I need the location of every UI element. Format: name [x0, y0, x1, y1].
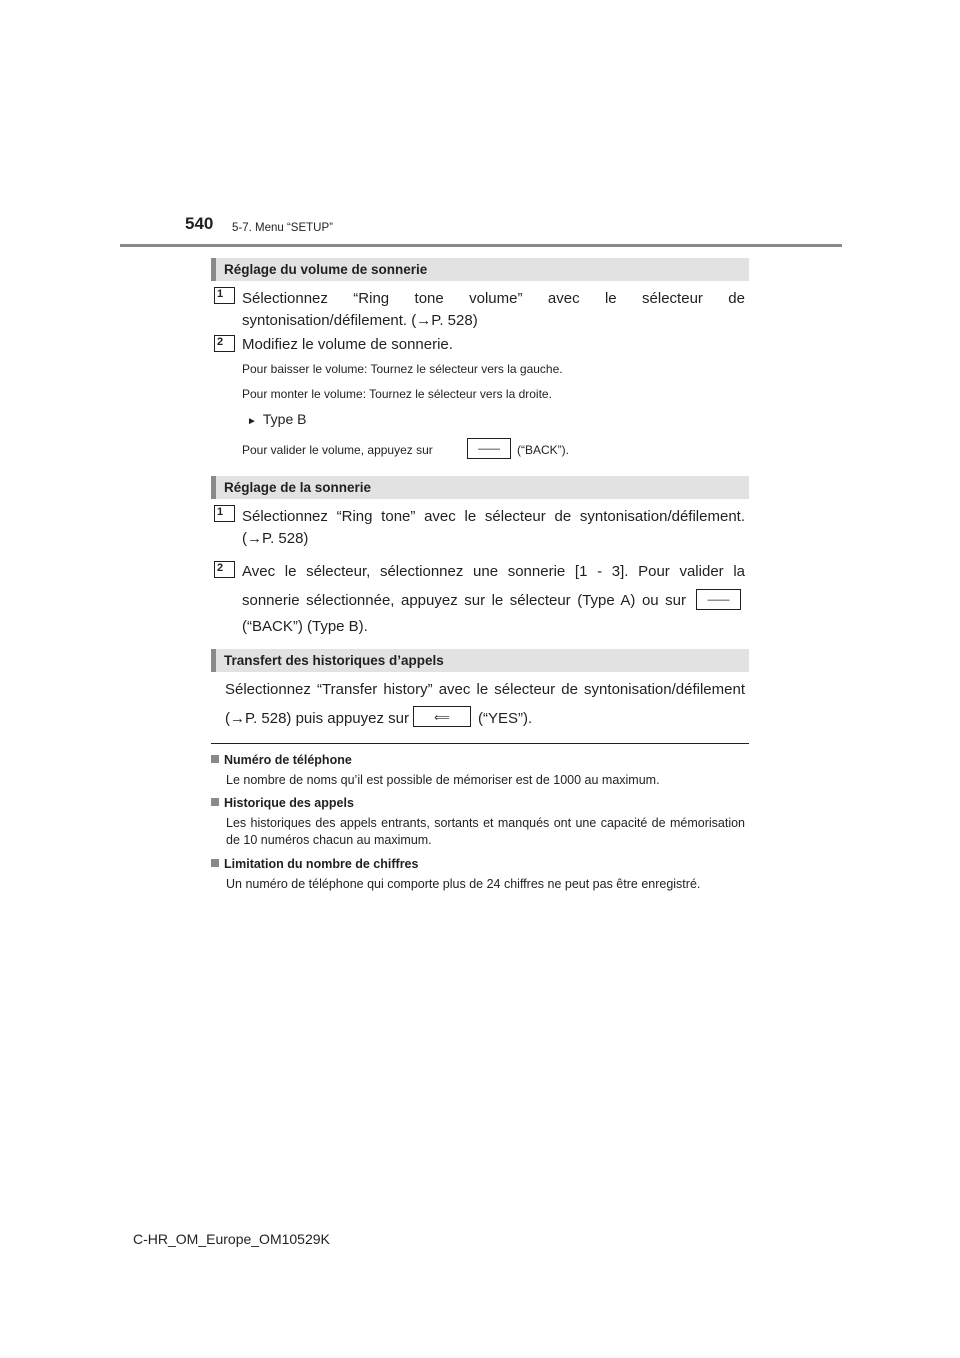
step-text: sonnerie sélectionnée, appuyez sur le sélecteur (Type A) ou sur [242, 592, 686, 609]
body-text: Sélectionnez “Transfer history” avec le sélecteur de syntonisation/défilement [225, 681, 745, 698]
document-code: C-HR_OM_Europe_OM10529K [133, 1231, 330, 1247]
step-text: Sélectionnez “Ring tone” avec le sélecteur de syntonisation/défilement. (→P. 528) [242, 508, 745, 547]
step-badge [214, 287, 235, 304]
section-heading-transfer-history [211, 649, 749, 672]
note-heading [211, 796, 354, 810]
note-heading [211, 857, 418, 871]
note-text: Les historiques des appels entrants, sortants et manqués ont une capacité de mémorisation de 10 numéros chacun au maximum. [226, 816, 745, 847]
note-text: Le nombre de noms qu’il est possible de mémoriser est de 1000 au maximum. [226, 773, 660, 787]
step-text: Avec le sélecteur, sélectionnez une sonnerie [1 - 3]. Pour valider la [242, 563, 745, 580]
section-reference: 5-7. Menu “SETUP” [232, 222, 333, 234]
step-number: 2 [217, 562, 224, 574]
note-heading [211, 753, 352, 767]
type-label: Type B [262, 411, 307, 427]
note-title: Numéro de téléphone [224, 753, 352, 767]
back-button-icon [467, 438, 511, 459]
validate-prefix: Pour valider le volume, appuyez sur [242, 443, 433, 457]
body-text: (“YES”). [478, 710, 533, 727]
type-b-label [247, 411, 307, 427]
button-glyph: ⟸ [434, 712, 450, 724]
heading-bar [211, 649, 216, 672]
notes-divider [211, 743, 749, 744]
button-glyph: —— [478, 443, 500, 455]
step-text: (“BACK”) (Type B). [242, 618, 368, 635]
note-text: Un numéro de téléphone qui comporte plus de 24 chiffres ne peut pas être enregistré. [226, 877, 701, 891]
square-bullet-icon [211, 798, 219, 806]
note-title: Historique des appels [224, 796, 354, 810]
page-number: 540 [185, 214, 214, 233]
arrow-right-icon: ► [247, 416, 257, 427]
heading-bar [211, 476, 216, 499]
body-text: (→P. 528) puis appuyez sur [225, 710, 409, 727]
square-bullet-icon [211, 755, 219, 763]
header-divider [120, 244, 842, 247]
note-title: Limitation du nombre de chiffres [224, 857, 419, 871]
button-glyph: —— [707, 594, 730, 606]
back-button-icon [696, 589, 741, 610]
square-bullet-icon [211, 859, 219, 867]
step-number: 1 [217, 288, 224, 300]
step-text: Sélectionnez “Ring tone volume” avec le sélecteur de syntonisation/défilement. (→P. 528) [242, 290, 745, 329]
section-title: Réglage du volume de sonnerie [224, 262, 428, 277]
step-badge [214, 505, 235, 522]
heading-bar [211, 258, 216, 281]
section-heading-ringtone [211, 476, 749, 499]
step-text: Modifiez le volume de sonnerie. [242, 336, 453, 353]
note-line: Pour baisser le volume: Tournez le sélecteur vers la gauche. [242, 362, 563, 376]
yes-button-icon [413, 706, 471, 727]
step-badge [214, 561, 235, 578]
step-number: 1 [217, 506, 224, 518]
step-number: 2 [217, 336, 224, 348]
validate-suffix: (“BACK”). [517, 443, 569, 457]
note-line: Pour monter le volume: Tournez le sélecteur vers la droite. [242, 387, 552, 401]
step-badge [214, 335, 235, 352]
section-title: Transfert des historiques d’appels [224, 653, 444, 668]
section-title: Réglage de la sonnerie [224, 480, 372, 495]
section-heading-ring-volume [211, 258, 749, 281]
